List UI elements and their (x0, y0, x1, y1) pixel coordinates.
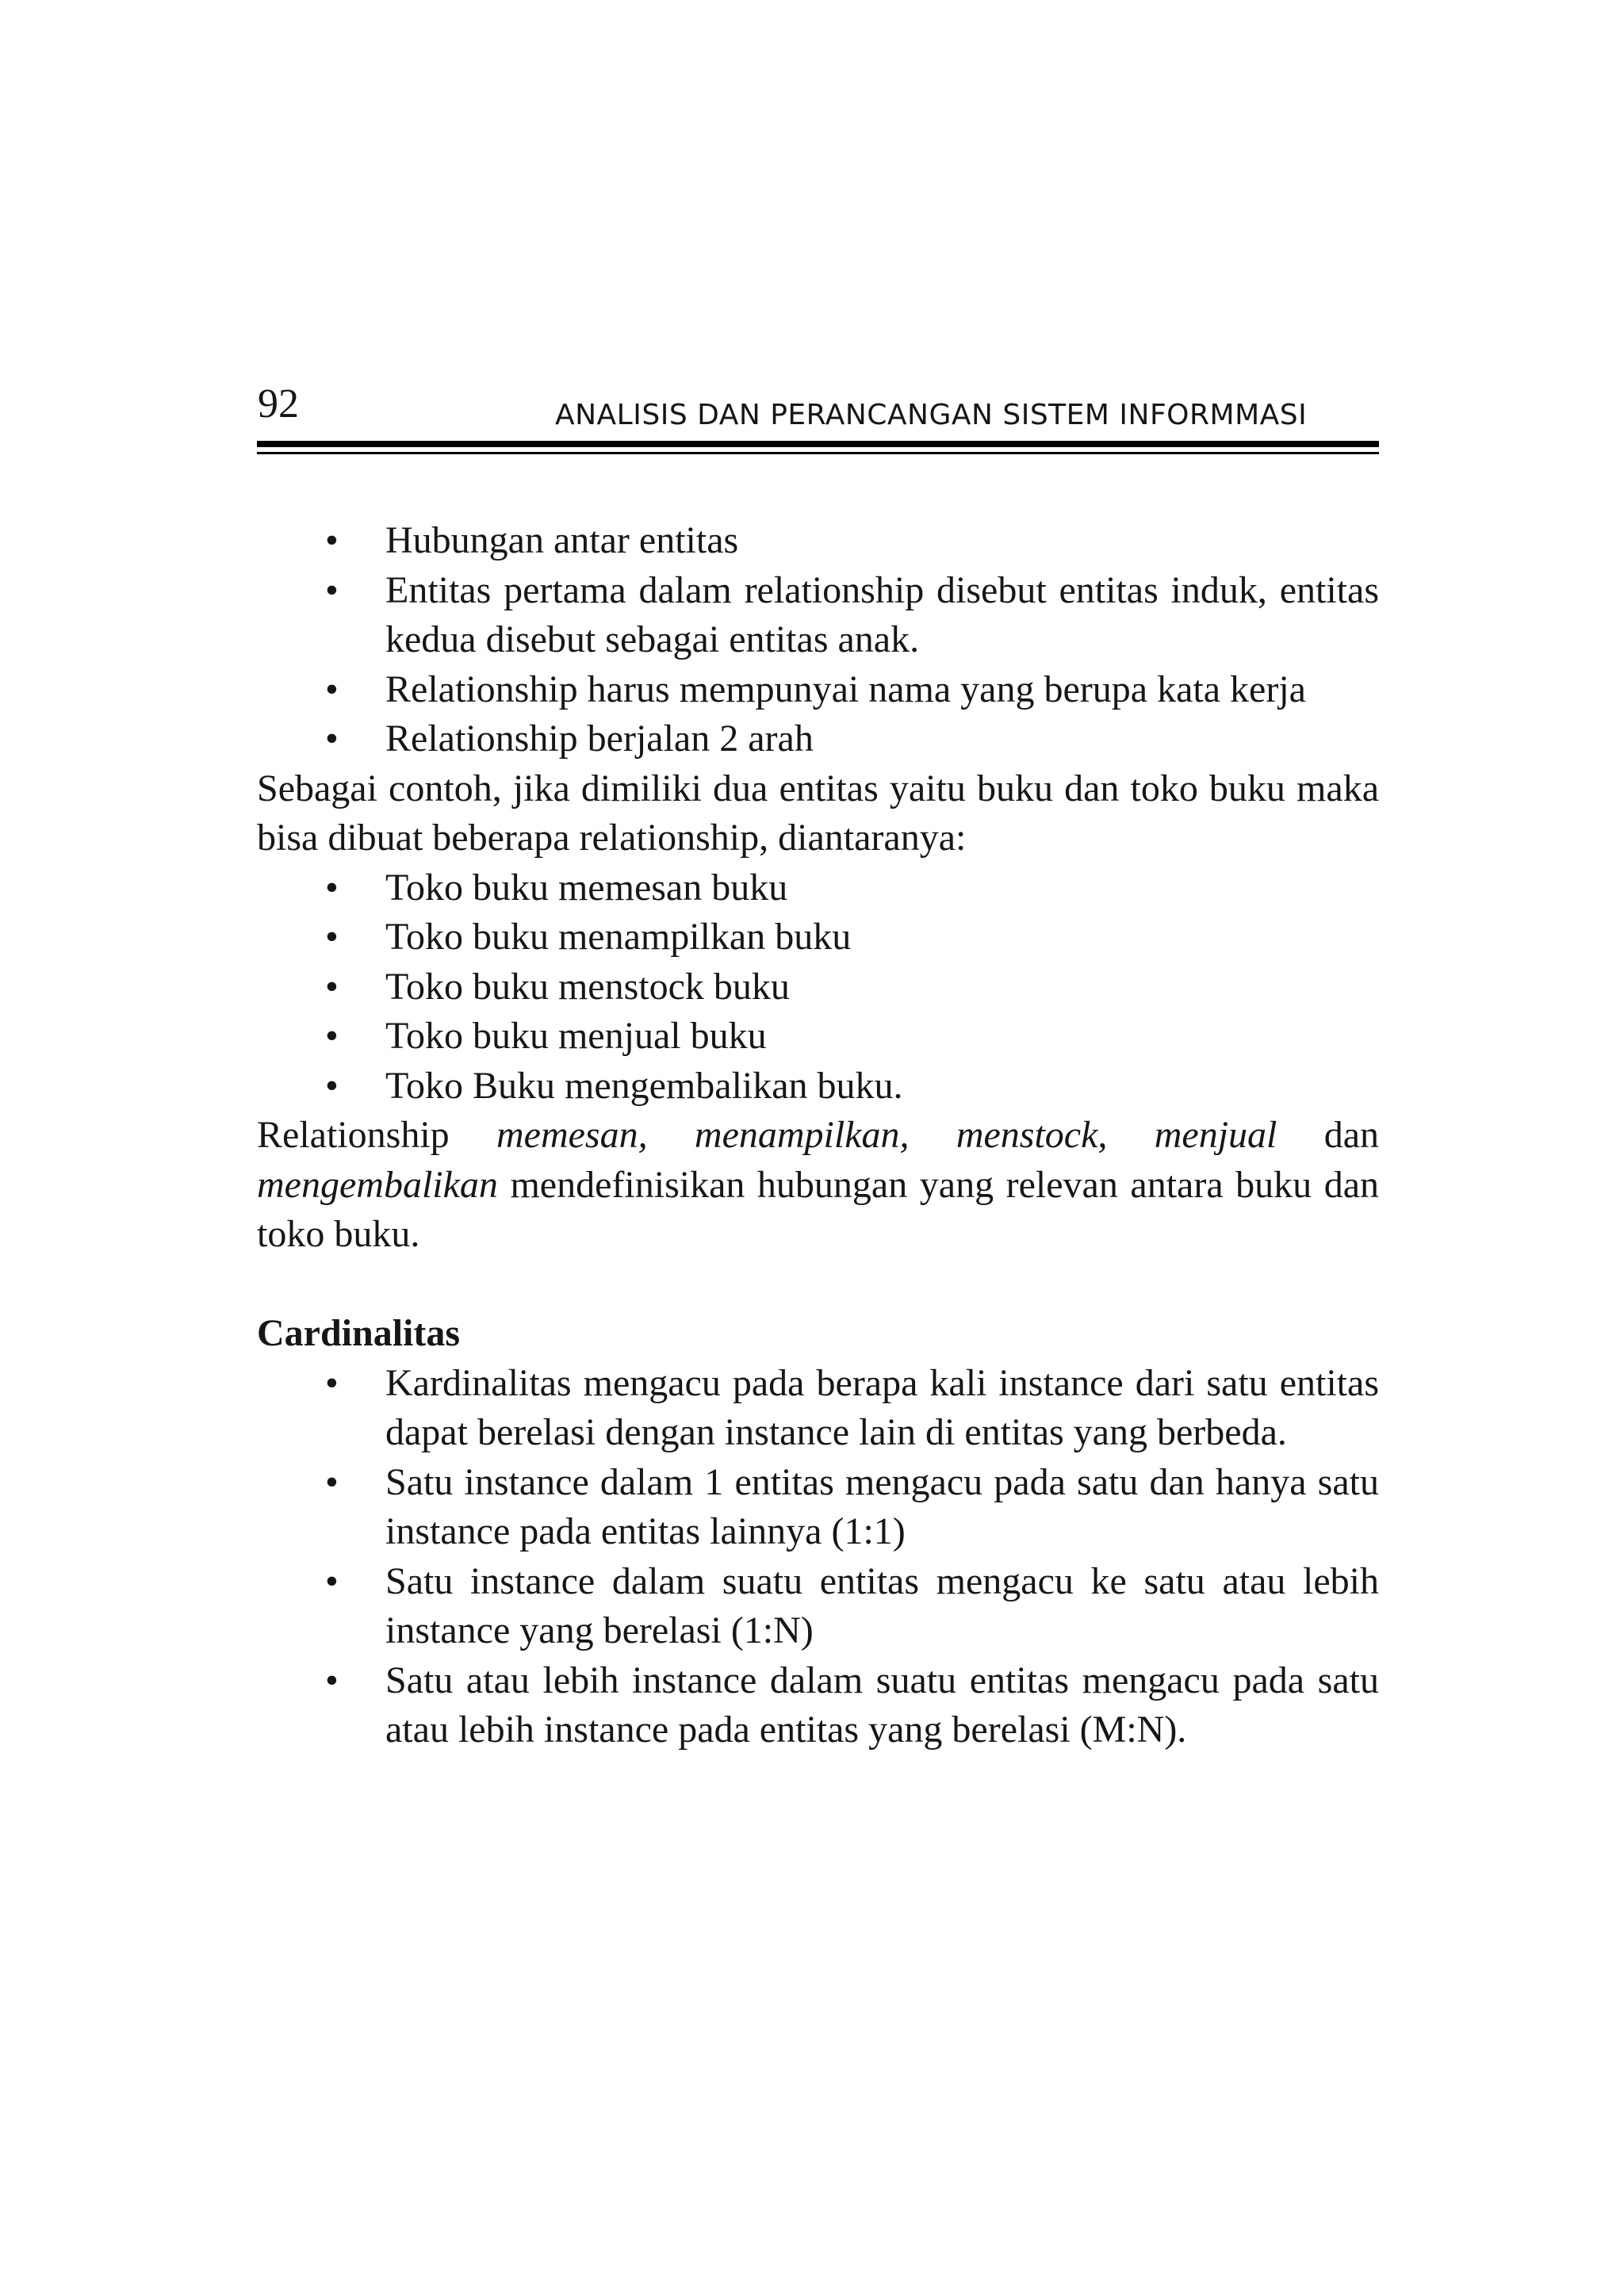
cardinality-heading: Cardinalitas (257, 1312, 461, 1354)
relationship-summary (257, 1111, 1379, 1260)
running-title: ANALISIS DAN PERANCANGAN SISTEM INFORMMASI (555, 399, 1308, 431)
summary-verbs: memesan, menampilkan, menstock, menjual (496, 1114, 1277, 1156)
list-item: • Satu atau lebih instance dalam suatu entitas mengacu pada satu atau lebih instance pada entitas yang berelasi (M:N). (257, 1656, 1379, 1755)
header-rule-thin (257, 452, 1379, 454)
summary-connector: dan (1323, 1114, 1379, 1156)
summary-tail: mendefinisikan hubungan yang relevan antara buku dan toko buku. (257, 1163, 1380, 1255)
list-item: • Hubungan antar entitas (257, 516, 1379, 566)
list-item: • Toko buku memesan buku (257, 863, 1379, 913)
summary-lead: Relationship (257, 1114, 450, 1156)
summary-verb-last: mengembalikan (257, 1163, 498, 1206)
page-number: 92 (258, 381, 299, 427)
list-item: • Relationship harus mempunyai nama yang berupa kata kerja (257, 665, 1379, 715)
list-item: • Kardinalitas mengacu pada berapa kali instance dari satu entitas dapat berelasi dengan instance lain di entitas yang berbeda. (257, 1359, 1379, 1458)
list-item: • Relationship berjalan 2 arah (257, 714, 1379, 764)
example-intro: Sebagai contoh, jika dimiliki dua entitas yaitu buku dan toko buku maka bisa dibuat beberapa relationship, diantaranya: (257, 767, 1379, 859)
page-body (257, 516, 1379, 1755)
list-item: • Toko buku menstock buku (257, 962, 1379, 1012)
list-item: • Toko buku menjual buku (257, 1012, 1379, 1062)
cardinality-points-list (257, 1359, 1379, 1755)
header-rule-thick (257, 441, 1379, 447)
example-relationships-list (257, 863, 1379, 1112)
list-item: • Satu instance dalam 1 entitas mengacu pada satu dan hanya satu instance pada entitas lainnya (1:1) (257, 1458, 1379, 1557)
list-item: • Satu instance dalam suatu entitas mengacu ke satu atau lebih instance yang berelasi (1:N) (257, 1557, 1379, 1656)
list-item: • Entitas pertama dalam relationship disebut entitas induk, entitas kedua disebut sebagai entitas anak. (257, 566, 1379, 665)
list-item: • Toko Buku mengembalikan buku. (257, 1062, 1379, 1112)
list-item: • Toko buku menampilkan buku (257, 913, 1379, 962)
relationship-points-list (257, 516, 1379, 764)
